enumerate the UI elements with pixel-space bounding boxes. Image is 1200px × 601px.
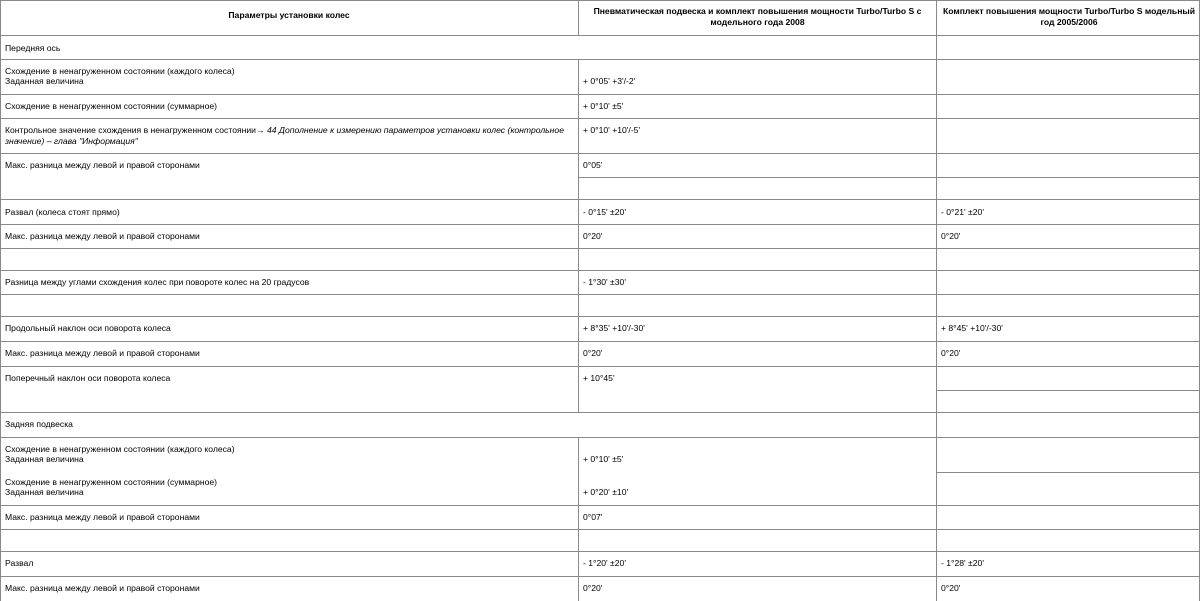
value-rear-toe-total-2008: + 0°20' ±10'	[583, 487, 629, 497]
value-max-diff-2008: 0°20'	[583, 348, 603, 358]
info-link[interactable]: 44 Дополнение к измерению параметров установки колес (контрольное значение) – глава "Информация"	[5, 125, 564, 146]
row-line	[0, 294, 1200, 295]
value-max-diff-2008: 0°20'	[583, 583, 603, 593]
value-toe-control-2008: + 0°10' +10'/-5'	[583, 125, 641, 135]
value-max-diff-2005: 0°20'	[941, 583, 961, 593]
row-line	[0, 529, 1200, 530]
row-line	[0, 341, 1200, 342]
row-label-max-diff: Макс. разница между левой и правой сторонами	[5, 160, 200, 170]
value-rear-camber-2005: - 1°28' ±20'	[941, 558, 984, 568]
value-kingpin-inclination-2008: + 10°45'	[583, 373, 615, 383]
row-line	[0, 505, 1200, 506]
row-label-toe-total: Схождение в ненагруженном состоянии (суммарное)	[5, 101, 218, 111]
row-label-toe-diff-20deg: Разница между углами схождения колес при повороте колес на 20 градусов	[5, 277, 310, 287]
value-caster-2008: + 8°35' +10'/-30'	[583, 323, 645, 333]
value-max-diff-2005: 0°20'	[941, 348, 961, 358]
row-label-max-diff: Макс. разница между левой и правой сторонами	[5, 512, 200, 522]
row-subline	[937, 472, 1200, 473]
header-kit-2005-2006: Комплект повышения мощности Turbo/Turbo S модельный год 2005/2006	[942, 6, 1196, 27]
row-label-max-diff: Макс. разница между левой и правой сторонами	[5, 231, 200, 241]
row-label-toe-control-text: Контрольное значение схождения в ненагруженном состоянии→	[5, 125, 267, 135]
row-line	[0, 0, 1200, 1]
value-max-diff-2008: 0°05'	[583, 160, 603, 170]
table-border-left	[0, 0, 1, 601]
row-label-kingpin-inclination: Поперечный наклон оси поворота колеса	[5, 373, 171, 383]
row-line	[0, 366, 1200, 367]
row-label-max-diff: Макс. разница между левой и правой сторонами	[5, 348, 200, 358]
row-label-target: Заданная величина	[5, 76, 84, 86]
value-max-diff-2008: 0°20'	[583, 231, 603, 241]
row-line	[0, 59, 1200, 60]
column-divider-1b	[578, 59, 579, 412]
value-rear-camber-2008: - 1°20' ±20'	[583, 558, 626, 568]
value-caster-2005: + 8°45' +10'/-30'	[941, 323, 1003, 333]
row-subline	[937, 390, 1200, 391]
value-toe-diff-20deg-2008: - 1°30' ±30'	[583, 277, 626, 287]
row-line	[0, 224, 1200, 225]
row-line	[0, 551, 1200, 552]
row-line	[0, 248, 1200, 249]
row-label-rear-camber: Развал	[5, 558, 34, 568]
row-label-caster: Продольный наклон оси поворота колеса	[5, 323, 171, 333]
value-toe-total-2008: + 0°10' ±5'	[583, 101, 624, 111]
header-parameters: Параметры установки колес	[228, 10, 350, 20]
row-line	[0, 94, 1200, 95]
row-line	[0, 270, 1200, 271]
row-line	[0, 35, 1200, 36]
row-label-target: Заданная величина	[5, 454, 84, 464]
value-toe-each-2008: + 0°05' +3'/-2'	[583, 76, 636, 86]
row-line	[0, 118, 1200, 119]
row-line	[0, 412, 1200, 413]
value-rear-toe-each-2008: + 0°10' ±5'	[583, 454, 624, 464]
value-max-diff-2005: 0°20'	[941, 231, 961, 241]
row-label-max-diff: Макс. разница между левой и правой сторонами	[5, 583, 200, 593]
row-label-rear-toe-total: Схождение в ненагруженном состоянии (суммарное)	[5, 477, 218, 487]
column-divider-1	[578, 0, 579, 35]
section-rear-suspension: Задняя подвеска	[5, 419, 73, 429]
row-line	[0, 153, 1200, 154]
row-label-toe-each: Схождение в ненагруженном состоянии (каждого колеса)	[5, 66, 235, 76]
column-divider-2	[936, 0, 937, 601]
row-line	[0, 199, 1200, 200]
row-label-target: Заданная величина	[5, 487, 84, 497]
row-label-camber-straight: Развал (колеса стоят прямо)	[5, 207, 120, 217]
value-max-diff-2008: 0°07'	[583, 512, 603, 522]
row-subline	[579, 177, 1199, 178]
row-line	[0, 437, 1200, 438]
value-camber-2008: - 0°15' ±20'	[583, 207, 626, 217]
value-camber-2005: - 0°21' ±20'	[941, 207, 984, 217]
row-line	[0, 576, 1200, 577]
row-label-toe-control	[5, 125, 575, 146]
row-label-rear-toe-each: Схождение в ненагруженном состоянии (каждого колеса)	[5, 444, 235, 454]
section-front-axle: Передняя ось	[5, 43, 61, 53]
row-line	[0, 316, 1200, 317]
header-air-suspension-2008: Пневматическая подвеска и комплект повышения мощности Turbo/Turbo S с модельного года 2008	[593, 6, 922, 27]
